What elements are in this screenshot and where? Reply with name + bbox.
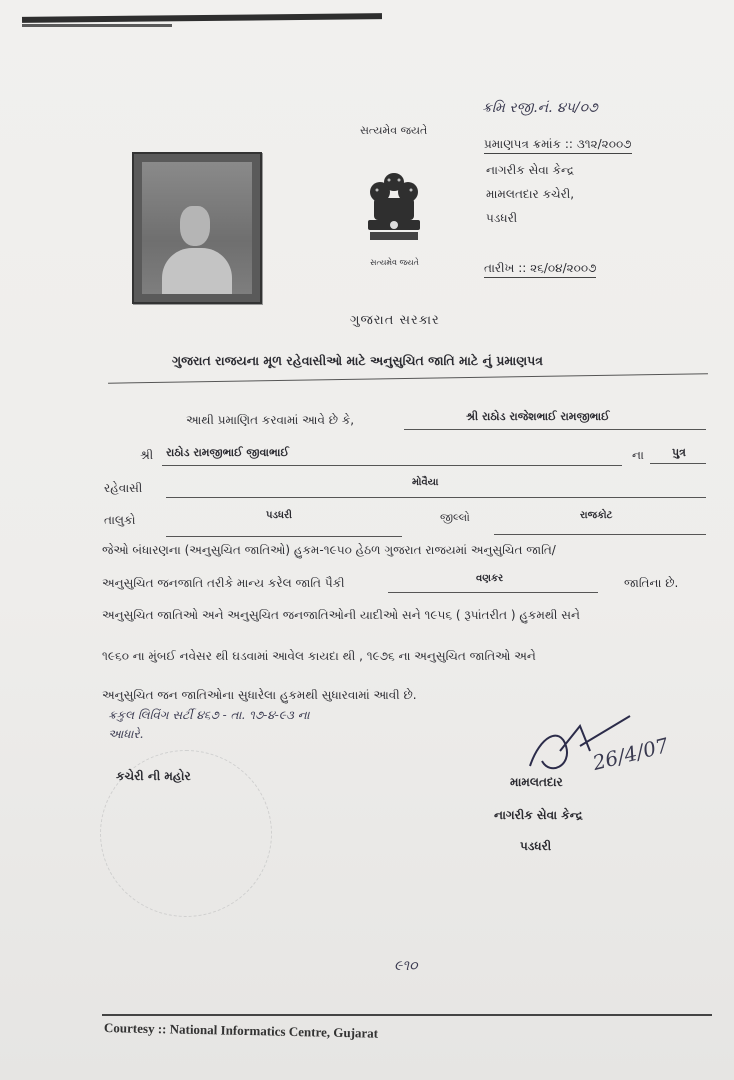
relation-value: પુત્ર xyxy=(672,446,686,459)
resident-label: રહેવાસી xyxy=(104,481,143,495)
seal-label: કચેરી ની મહોર xyxy=(116,769,191,783)
caste-value: વણકર xyxy=(476,573,504,584)
body-line-2-prefix: અનુસુચિત જનજાતિ તરીકે માન્ય કરેલ જાતિ પૈકી xyxy=(102,576,345,590)
village-underline xyxy=(166,497,706,498)
office-line-1: નાગરીક સેવા કેન્દ્ર xyxy=(486,163,575,177)
father-name-value: રાઠોડ રામજીભાઈ જીવાભાઈ xyxy=(166,446,289,459)
footer-rule xyxy=(102,1014,712,1016)
body-line-2-suffix: જાતિના છે. xyxy=(624,576,679,590)
shri-label: શ્રી xyxy=(140,448,154,462)
caste-underline xyxy=(388,592,598,593)
body-line-3: અનુસુચિત જાતિઓ અને અનુસુચિત જનજાતિઓની યાદીઓ સને ૧૯૫૬ ( રૂપાંતરીત ) હુકમથી સને xyxy=(102,608,580,622)
father-underline xyxy=(162,465,622,466)
body-line-1: જેઓ બંધારણના (અનુસુચિત જાતિઓ) હુકમ-૧૯૫૦ હેઠળ ગુજરાત રાજયમાં અનુસુચિત જાતિ/ xyxy=(102,543,556,557)
designation-line-1: મામલતદાર xyxy=(510,775,563,789)
title-underline xyxy=(108,373,708,383)
handwritten-note-line-1: ક્રકુલ લિવિંગ સર્ટી ૪૬૭ - તા. ૧૭-૪-૯૩ ના xyxy=(108,708,310,722)
motto-text: સત્યમેવ જયતે xyxy=(360,124,428,137)
taluka-label: તાલુકો xyxy=(104,513,136,527)
signature-date: 26/4/07 xyxy=(590,733,671,775)
district-underline xyxy=(494,534,706,535)
emblem-caption: સત્યમેવ જયતે xyxy=(370,258,419,267)
top-edge-mark-2 xyxy=(22,24,172,27)
page-mark: ૯૧૦ xyxy=(394,958,418,974)
taluka-value: પડધરી xyxy=(266,510,293,521)
name-underline xyxy=(404,429,706,430)
office-line-2: મામલતદાર કચેરી, xyxy=(486,187,575,201)
certificate-date: તારીખ :: ૨૬/૦૪/૨૦૦૭ xyxy=(484,261,596,278)
na-label: ના xyxy=(632,448,644,462)
district-label: જીલ્લો xyxy=(440,511,470,524)
designation-line-2: નાગરીક સેવા કેન્દ્ર xyxy=(494,808,583,822)
national-emblem-icon xyxy=(360,168,428,258)
top-edge-mark xyxy=(22,13,382,23)
applicant-photo xyxy=(132,152,262,304)
ref-number-handwritten: ક્રમિ રજી.નં. ૪૫/૦૭ xyxy=(482,100,598,116)
courtesy-line: Courtesy :: National Informatics Centre, Gujarat xyxy=(103,1020,379,1041)
government-heading: ગુજરાત સરકાર xyxy=(350,313,440,328)
certificate-title: ગુજરાત રાજયના મૂળ રહેવાસીઓ માટે અનુસુચિત જાતિ માટે નું પ્રમાણપત્ર xyxy=(172,353,543,368)
handwritten-note-line-2: આધારે. xyxy=(108,727,144,741)
relation-underline xyxy=(650,463,706,464)
district-value: રાજકોટ xyxy=(580,510,613,521)
name-value: શ્રી રાઠોડ રાજેશભાઈ રામજીભાઈ xyxy=(466,410,610,423)
village-value: મોવૈયા xyxy=(412,477,439,488)
body-line-4: ૧૯૬૦ ના મુંબઈ નવેસર થી ઘડવામાં આવેલ કાયદા થી , ૧૯૭૬ ના અનુસુચિત જાતિઓ અને xyxy=(102,649,536,663)
certificate-number: પ્રમાણપત્ર ક્રમાંક :: ૩૧૨/૨૦૦૭ xyxy=(484,137,632,154)
certify-label: આથી પ્રમાણિત કરવામાં આવે છે કે, xyxy=(186,413,355,427)
designation-line-3: પડધરી xyxy=(520,839,552,853)
body-line-5: અનુસુચિત જન જાતિઓના સુધારેલા હુકમથી સુધારવામાં આવી છે. xyxy=(102,688,417,702)
taluka-underline xyxy=(166,536,402,537)
office-line-3: પડધરી xyxy=(486,211,518,225)
